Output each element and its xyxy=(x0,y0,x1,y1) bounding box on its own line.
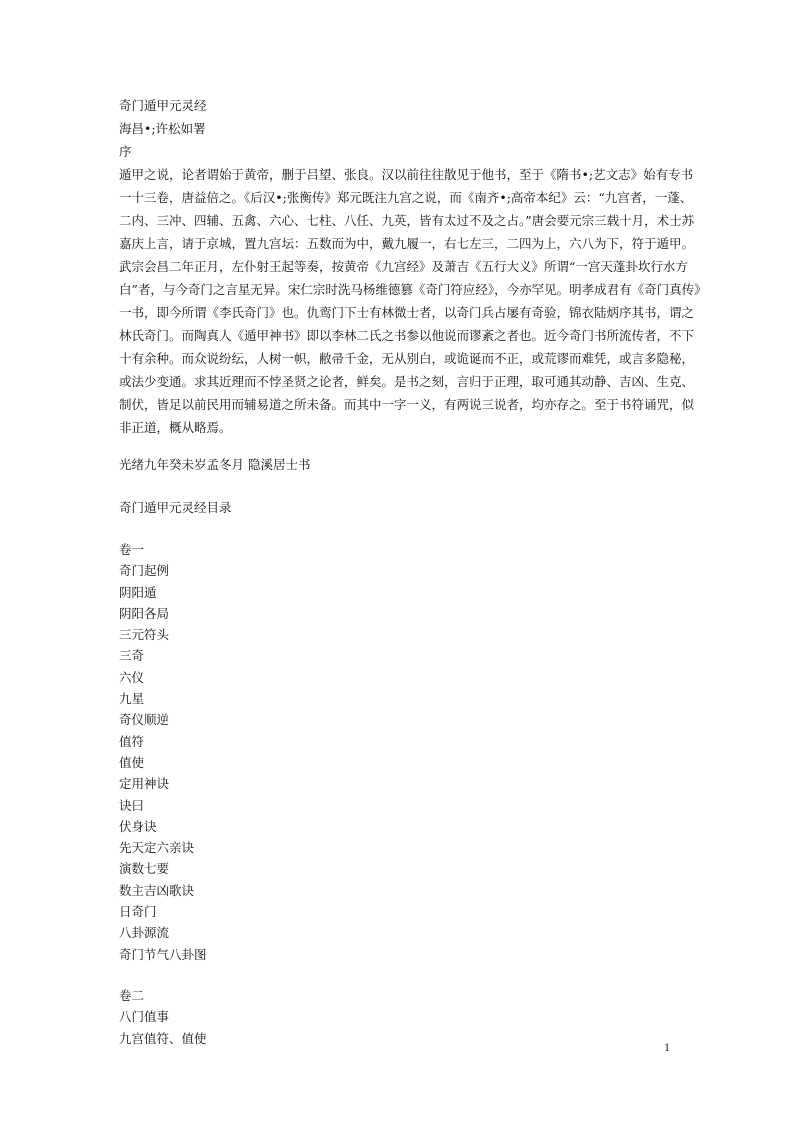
toc-volume-2 xyxy=(119,985,679,1049)
book-title: 奇门遁甲元灵经 xyxy=(119,98,207,113)
author-line: 海昌•;许松如署 xyxy=(119,121,206,136)
toc-item: 奇门节气八卦图 xyxy=(119,946,207,962)
volume-label: 卷一 xyxy=(119,542,145,557)
toc-item: 日奇门 xyxy=(119,904,157,920)
preface-line: 武宗会昌二年正月，左仆射王起等奏，按黄帝《九宫经》及萧吉《五行大义》所谓“一宫天蓬卦坎行水方 xyxy=(119,259,688,274)
toc-item: 值使 xyxy=(119,754,145,770)
toc-item: 演数七要 xyxy=(119,861,170,877)
toc-item: 三奇 xyxy=(119,648,145,664)
preface-line: 一书，即今所谓《李氏奇门》也。仇鸾门下士有林微士者，以奇门兵占屡有奇验，锦衣陆炳序其书，谓之 xyxy=(119,305,695,320)
preface-line: 嘉庆上言，请于京城，置九宫坛：五数而为中，戴九履一，右七左三，二四为上，六八为下，符于遁甲。 xyxy=(119,236,695,251)
preface-heading: 序 xyxy=(119,144,132,159)
toc-item: 定用神诀 xyxy=(119,776,170,792)
toc-title: 奇门遁甲元灵经目录 xyxy=(119,500,232,515)
toc-item: 八卦源流 xyxy=(119,925,170,941)
toc-item: 先天定六亲诀 xyxy=(119,840,195,856)
page-number: 1 xyxy=(664,1040,670,1054)
preface-line: 林氏奇门。而陶真人《遁甲神书》即以李林二氏之书参以他说而谬紊之者也。近今奇门书所流传者，不下 xyxy=(119,328,695,343)
preface-line: 或法少变通。求其近理而不悖圣贤之论者，鲜矣。是书之刻，言归于正理，取可通其动静、吉凶、生克、 xyxy=(119,374,695,389)
toc-item: 诀曰 xyxy=(119,797,145,813)
toc-volume-1 xyxy=(119,539,679,965)
toc-item: 奇仪顺逆 xyxy=(119,712,170,728)
toc-item: 八门值事 xyxy=(119,1009,170,1025)
preface-body xyxy=(119,163,707,439)
toc-item: 阴阳遁 xyxy=(119,584,157,600)
document-content xyxy=(119,94,707,1049)
toc-item: 九宫值符、值使 xyxy=(119,1030,207,1046)
preface-line: 非正道，概从略焉。 xyxy=(119,420,232,435)
toc-item: 九星 xyxy=(119,691,145,707)
preface-line: 二内、三冲、四辅、五禽、六心、七柱、八任、九英，皆有太过不及之占。”唐会要元宗三载十月，术士苏 xyxy=(119,213,695,228)
toc-item: 六仪 xyxy=(119,669,145,685)
preface-line: 白”者，与今奇门之言星无异。宋仁宗时洗马杨维德篡《奇门符应经》，今亦罕见。明孝成君有《奇门真传》 xyxy=(119,282,707,297)
preface-signature: 光绪九年癸未岁孟冬月 隐溪居士书 xyxy=(119,457,311,472)
toc-item: 三元符头 xyxy=(119,627,170,643)
toc-item: 值符 xyxy=(119,733,145,749)
preface-line: 十有余种。而众说纷纭，人树一帜，敝帚千金，无从别白，或诡诞而不正，或荒谬而难凭，或言多隐秘， xyxy=(119,351,695,366)
preface-line: 一十三卷，唐益倍之。《后汉•;张衡传》郑元既注九宫之说，而《南齐•;高帝本纪》云：“九宫者，一蓬、 xyxy=(119,190,693,205)
preface-line: 遁甲之说，论者谓始于黄帝，删于吕望、张良。汉以前往往散见于他书，至于《隋书•;艺文志》始有专书 xyxy=(119,167,694,182)
preface-line: 制伏，皆足以前民用而辅易道之所未备。而其中一字一义，有两说三说者，均亦存之。至于书符诵咒，似 xyxy=(119,397,695,412)
toc-item: 阴阳各局 xyxy=(119,605,170,621)
toc-item: 数主吉凶歌诀 xyxy=(119,882,195,898)
toc-item: 伏身诀 xyxy=(119,818,157,834)
volume-label: 卷二 xyxy=(119,987,145,1003)
toc-item: 奇门起例 xyxy=(119,563,170,579)
